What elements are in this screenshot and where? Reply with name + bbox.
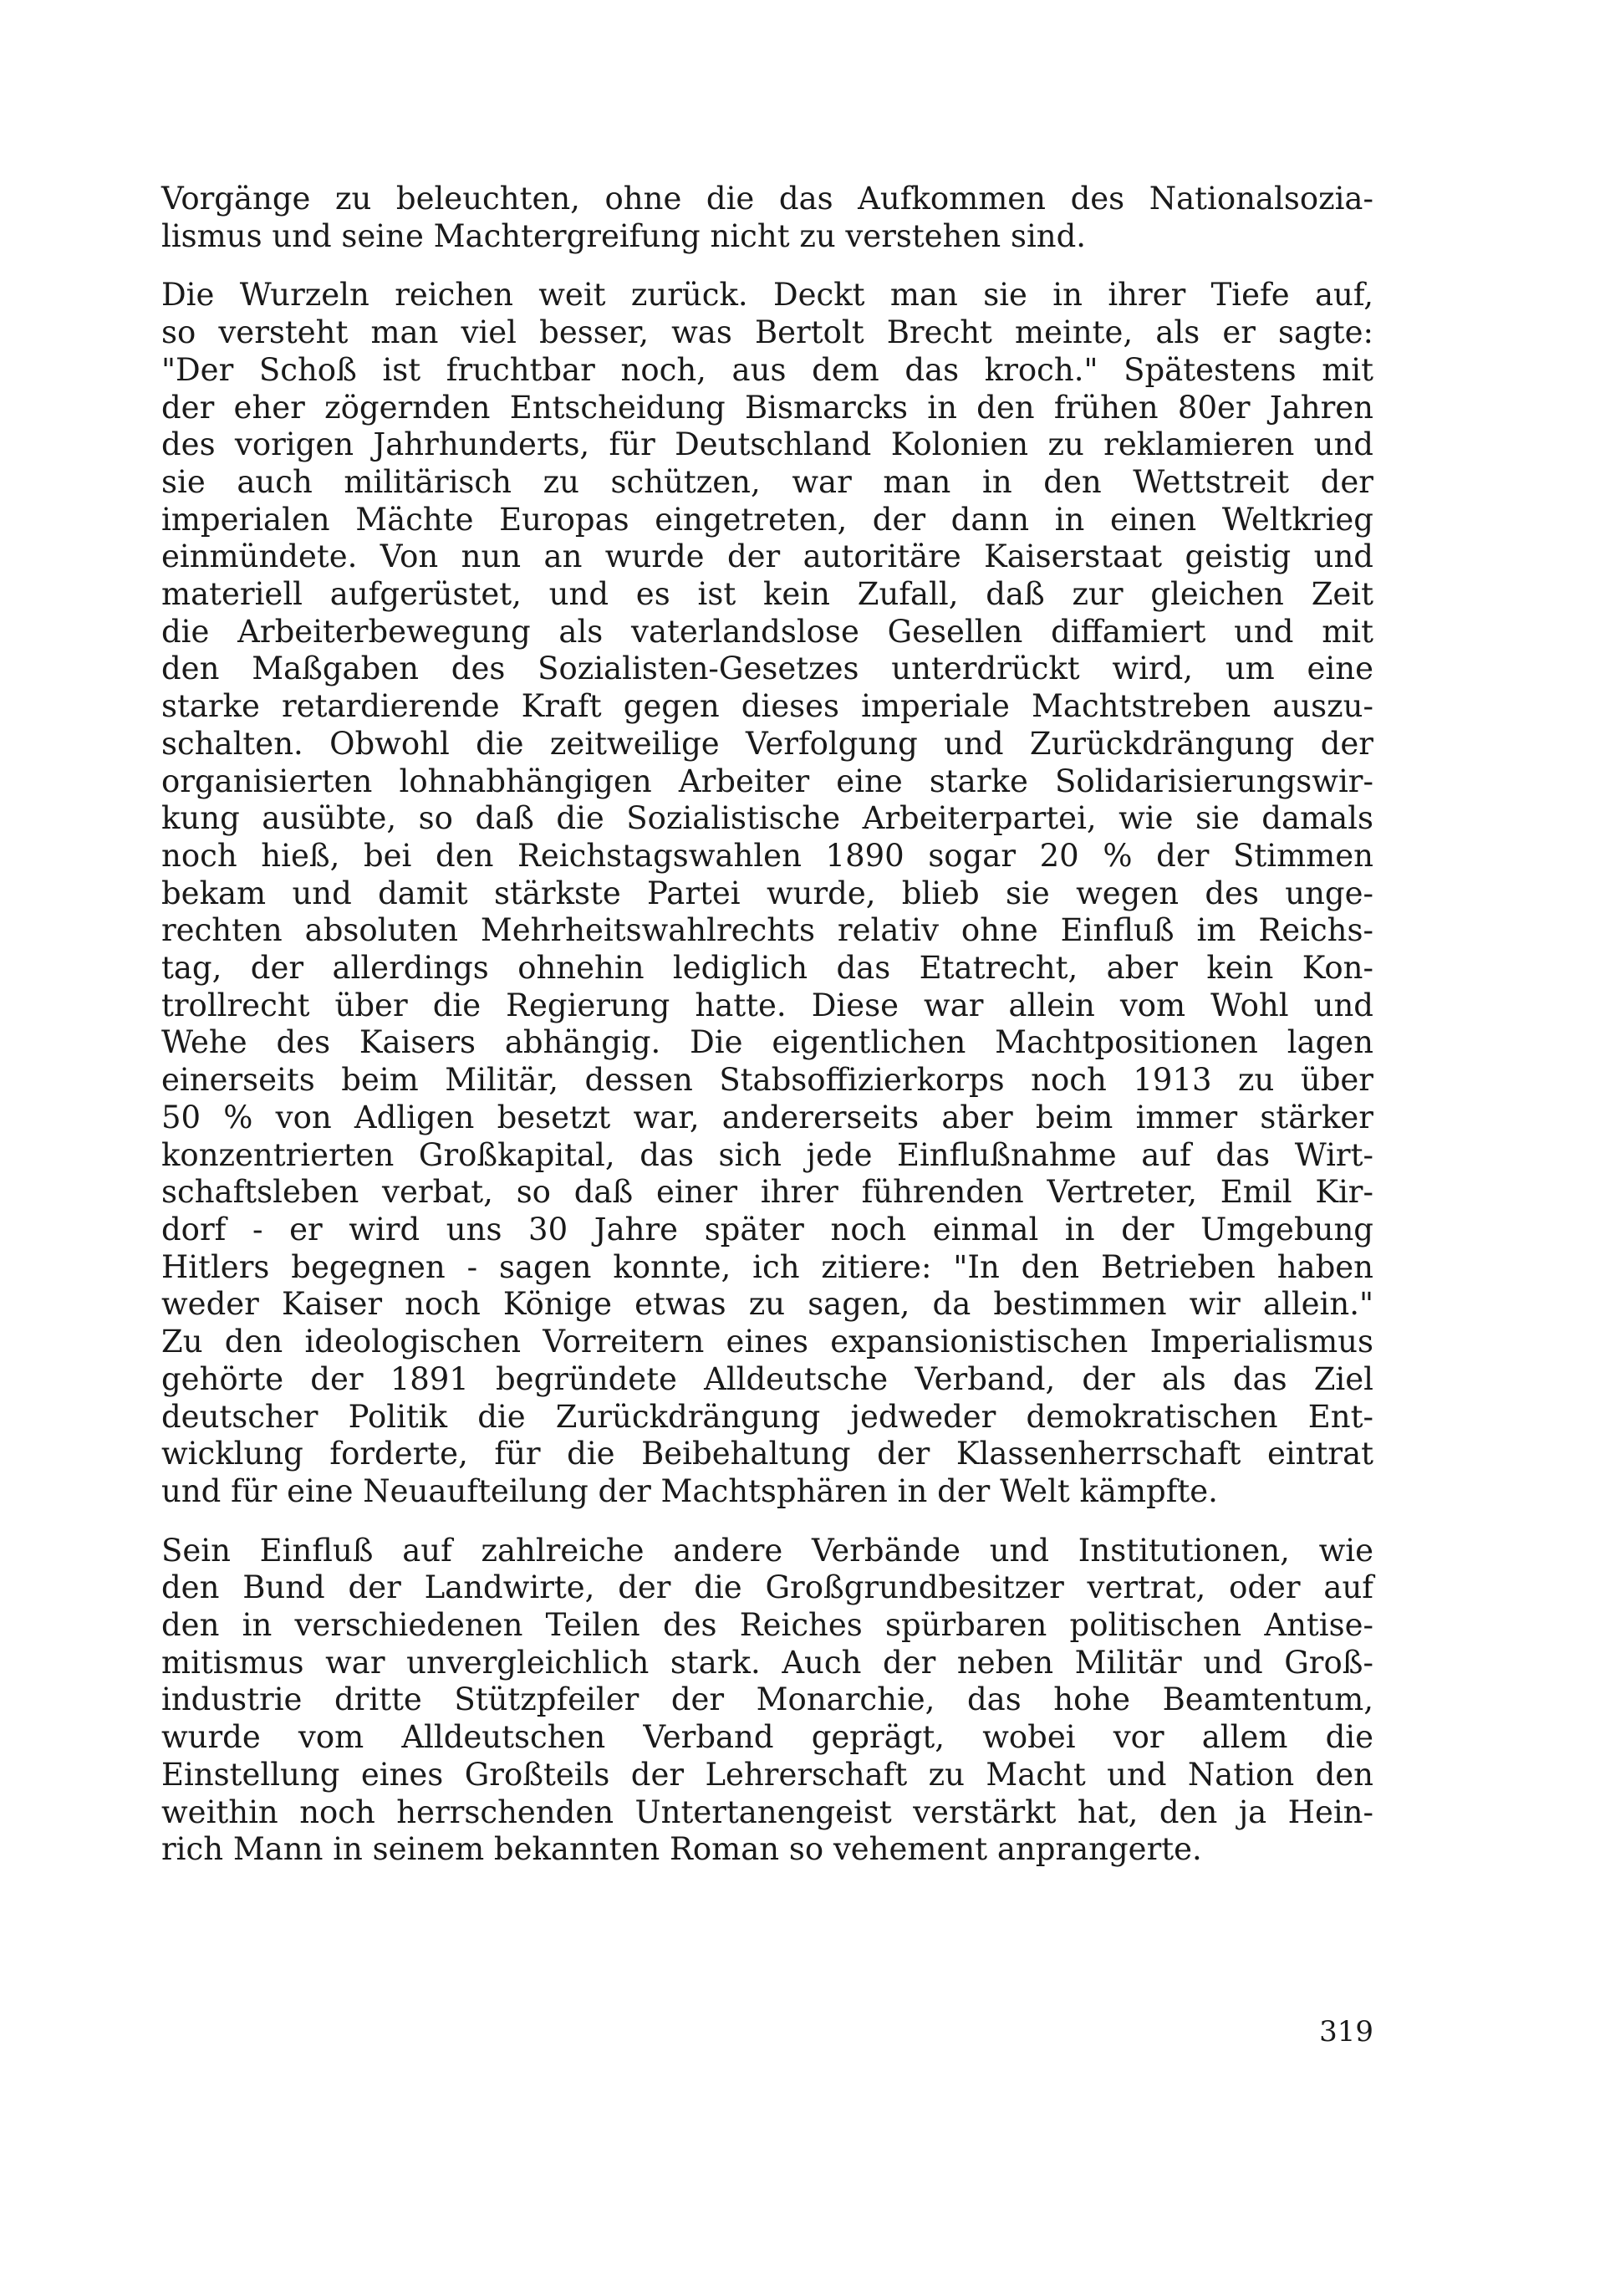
- text-line: mitismus war unvergleichlich stark. Auch der neben Militär und Groß-: [161, 1644, 1373, 1681]
- text-line: noch hieß, bei den Reichstagswahlen 1890 sogar 20 % der Stimmen: [161, 837, 1373, 874]
- text-line: schaftsleben verbat, so daß einer ihrer führenden Vertreter, Emil Kir-: [161, 1174, 1373, 1211]
- text-line: organisierten lohnabhängigen Arbeiter eine starke Solidarisierungswir-: [161, 763, 1373, 799]
- text-line: dorf - er wird uns 30 Jahre später noch einmal in der Umgebung: [161, 1211, 1373, 1247]
- text-line: weder Kaiser noch Könige etwas zu sagen, da bestimmen wir allein.": [161, 1286, 1373, 1323]
- text-line: rich Mann in seinem bekannten Roman so vehement anprangerte.: [161, 1831, 1202, 1868]
- text-line: tag, der allerdings ohnehin lediglich das Etatrecht, aber kein Kon-: [161, 950, 1373, 987]
- paragraph: [161, 277, 1373, 1510]
- text-line: Die Wurzeln reichen weit zurück. Deckt man sie in ihrer Tiefe auf,: [161, 277, 1373, 314]
- paragraph: [161, 181, 1373, 255]
- text-line: materiell aufgerüstet, und es ist kein Zufall, daß zur gleichen Zeit: [161, 576, 1373, 613]
- text-line: deutscher Politik die Zurückdrängung jedweder demokratischen Ent-: [161, 1398, 1373, 1435]
- text-line: lismus und seine Machtergreifung nicht zu verstehen sind.: [161, 217, 1087, 254]
- body-text: [161, 181, 1373, 1869]
- text-line: industrie dritte Stützpfeiler der Monarchie, das hohe Beamtentum,: [161, 1681, 1373, 1718]
- text-line: der eher zögernden Entscheidung Bismarcks in den frühen 80er Jahren: [161, 389, 1373, 426]
- text-line: den Bund der Landwirte, der die Großgrundbesitzer vertrat, oder auf: [161, 1569, 1373, 1606]
- text-line: rechten absoluten Mehrheitswahlrechts relativ ohne Einfluß im Reichs-: [161, 912, 1373, 949]
- text-line: 50 % von Adligen besetzt war, andererseits aber beim immer stärker: [161, 1099, 1373, 1135]
- text-line: starke retardierende Kraft gegen dieses imperiale Machtstreben auszu-: [161, 688, 1373, 725]
- text-line: einmündete. Von nun an wurde der autoritäre Kaiserstaat geistig und: [161, 538, 1373, 575]
- text-line: Vorgänge zu beleuchten, ohne die das Aufkommen des Nationalsozia-: [161, 181, 1373, 217]
- text-line: des vorigen Jahrhunderts, für Deutschland Kolonien zu reklamieren und: [161, 426, 1373, 463]
- text-line: bekam und damit stärkste Partei wurde, blieb sie wegen des unge-: [161, 875, 1373, 911]
- text-line: und für eine Neuaufteilung der Machtsphären in der Welt kämpfte.: [161, 1472, 1218, 1509]
- text-line: "Der Schoß ist fruchtbar noch, aus dem das kroch." Spätestens mit: [161, 351, 1373, 388]
- text-line: kung ausübte, so daß die Sozialistische Arbeiterpartei, wie sie damals: [161, 800, 1373, 837]
- text-line: wicklung forderte, für die Beibehaltung der Klassenherrschaft eintrat: [161, 1436, 1373, 1472]
- text-line: konzentrierten Großkapital, das sich jede Einflußnahme auf das Wirt-: [161, 1136, 1373, 1173]
- text-line: gehörte der 1891 begründete Alldeutsche Verband, der als das Ziel: [161, 1360, 1373, 1397]
- text-line: sie auch militärisch zu schützen, war man in den Wettstreit der: [161, 463, 1373, 500]
- text-line: wurde vom Alldeutschen Verband geprägt, wobei vor allem die: [161, 1719, 1373, 1756]
- paragraph: [161, 1533, 1373, 1869]
- page-number: 319: [1319, 2015, 1373, 2049]
- text-line: imperialen Mächte Europas eingetreten, der dann in einen Weltkrieg: [161, 501, 1373, 538]
- text-line: Wehe des Kaisers abhängig. Die eigentlichen Machtpositionen lagen: [161, 1024, 1373, 1061]
- text-line: Einstellung eines Großteils der Lehrerschaft zu Macht und Nation den: [161, 1756, 1373, 1793]
- text-line: den Maßgaben des Sozialisten-Gesetzes unterdrückt wird, um eine: [161, 651, 1373, 687]
- text-line: die Arbeiterbewegung als vaterlandslose Gesellen diffamiert und mit: [161, 613, 1373, 650]
- text-line: weithin noch herrschenden Untertanengeist verstärkt hat, den ja Hein-: [161, 1793, 1373, 1830]
- text-line: so versteht man viel besser, was Bertolt Brecht meinte, als er sagte:: [161, 314, 1373, 351]
- text-line: Sein Einfluß auf zahlreiche andere Verbände und Institutionen, wie: [161, 1532, 1373, 1569]
- text-line: trollrecht über die Regierung hatte. Diese war allein vom Wohl und: [161, 987, 1373, 1023]
- text-line: den in verschiedenen Teilen des Reiches spürbaren politischen Antise-: [161, 1607, 1373, 1644]
- text-line: schalten. Obwohl die zeitweilige Verfolgung und Zurückdrängung der: [161, 725, 1373, 762]
- text-line: einerseits beim Militär, dessen Stabsoffizierkorps noch 1913 zu über: [161, 1062, 1373, 1099]
- text-line: Zu den ideologischen Vorreitern eines expansionistischen Imperialismus: [161, 1324, 1373, 1360]
- text-line: Hitlers begegnen - sagen konnte, ich zitiere: "In den Betrieben haben: [161, 1248, 1373, 1285]
